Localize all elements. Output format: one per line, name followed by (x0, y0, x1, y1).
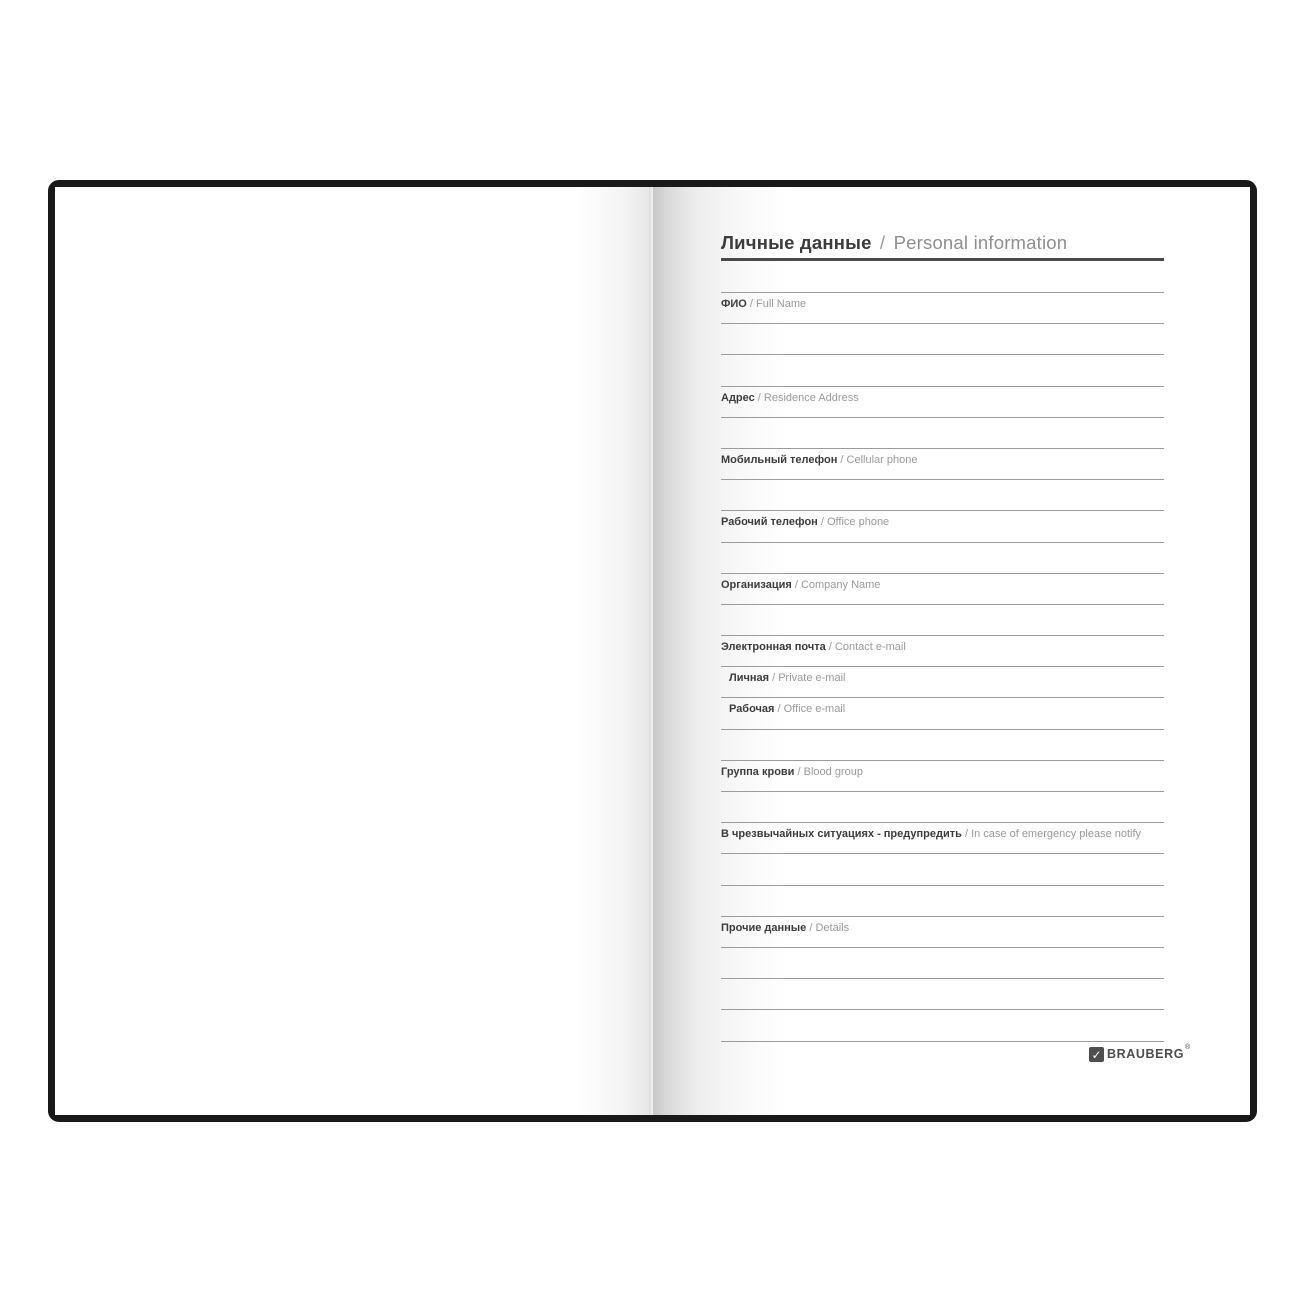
form-writing-line (721, 386, 1164, 417)
field-label-english: Office phone (827, 516, 890, 529)
form-writing-line (721, 853, 1164, 884)
field-label-english: Company Name (800, 578, 881, 591)
form-writing-line (721, 510, 1164, 541)
left-page-blank (55, 187, 649, 1115)
field-label-separator: / (961, 828, 972, 841)
form-writing-line (721, 822, 1164, 853)
form-writing-line (721, 573, 1164, 604)
field-label (721, 667, 1164, 685)
field-label-separator: / (774, 703, 784, 716)
field-label-english: Full Name (756, 298, 807, 310)
field-label-separator: / (817, 516, 827, 529)
page-title-russian: Личные данные (721, 232, 872, 253)
field-label-english: Contact e-mail (834, 641, 906, 654)
form-writing-line (721, 666, 1164, 697)
field-label-separator: / (769, 672, 779, 685)
form-writing-line (721, 479, 1164, 510)
form-writing-line (721, 885, 1164, 916)
brand-name: BRAUBERG (1107, 1047, 1185, 1062)
field-label-russian: Группа крови (721, 765, 795, 778)
field-label-separator: / (791, 578, 801, 591)
form-writing-line (721, 292, 1164, 323)
field-label-english: Details (815, 921, 850, 934)
field-label-russian: Адрес (721, 391, 755, 404)
field-label-english: Blood group (803, 765, 863, 778)
field-label-russian: Рабочая (729, 703, 775, 716)
field-label-russian: В чрезвычайных ситуациях - предупредить (721, 828, 962, 841)
form-rows (721, 292, 1164, 1072)
form-writing-line (721, 697, 1164, 728)
field-label-separator: / (754, 391, 764, 404)
form-writing-line (721, 729, 1164, 760)
page-title (721, 233, 1164, 253)
field-label (721, 823, 1164, 841)
form-writing-line (721, 448, 1164, 479)
field-label (721, 511, 1164, 529)
form-writing-line (721, 323, 1164, 354)
form-writing-line (721, 791, 1164, 822)
page-title-english: Personal information (893, 232, 1068, 253)
field-label-english: Office e-mail (783, 703, 846, 716)
field-label-separator: / (806, 921, 816, 934)
field-label-russian: Организация (721, 578, 792, 591)
field-label-russian: Электронная почта (721, 641, 826, 654)
field-label-separator: / (746, 298, 757, 310)
form-writing-line (721, 1009, 1164, 1040)
field-label-russian: ФИО (721, 298, 747, 310)
field-label-separator: / (837, 453, 847, 466)
field-label-russian: Мобильный телефон (721, 453, 838, 466)
page-title-block (721, 233, 1164, 261)
field-label-english: Residence Address (763, 391, 859, 404)
field-label (721, 917, 1164, 935)
field-label-russian: Прочие данные (721, 921, 807, 934)
form-writing-line (721, 354, 1164, 385)
form-writing-line (721, 916, 1164, 947)
field-label-english: In case of emergency please notify (971, 828, 1142, 841)
field-label (721, 293, 1164, 311)
form-writing-line (721, 635, 1164, 666)
check-icon: ✓ (1089, 1047, 1104, 1062)
form-writing-line (721, 947, 1164, 978)
field-label (721, 636, 1164, 654)
page-title-separator: / (879, 232, 886, 253)
field-label-separator: / (794, 765, 804, 778)
field-label (721, 449, 1164, 467)
field-label (721, 761, 1164, 779)
field-label-russian: Рабочий телефон (721, 516, 818, 529)
field-label (721, 387, 1164, 405)
field-label (721, 574, 1164, 592)
field-label-english: Cellular phone (846, 453, 918, 466)
title-underline (721, 258, 1164, 261)
brauberg-logo (1089, 1046, 1190, 1063)
field-label-separator: / (825, 641, 835, 654)
form-writing-line (721, 760, 1164, 791)
form-writing-line (721, 417, 1164, 448)
registered-trademark-symbol: ® (1185, 1044, 1191, 1051)
form-writing-line (721, 604, 1164, 635)
field-label (721, 698, 1164, 716)
field-label-russian: Личная (729, 672, 770, 685)
form-writing-line (721, 542, 1164, 573)
form-writing-line (721, 978, 1164, 1009)
field-label-english: Private e-mail (778, 672, 846, 685)
